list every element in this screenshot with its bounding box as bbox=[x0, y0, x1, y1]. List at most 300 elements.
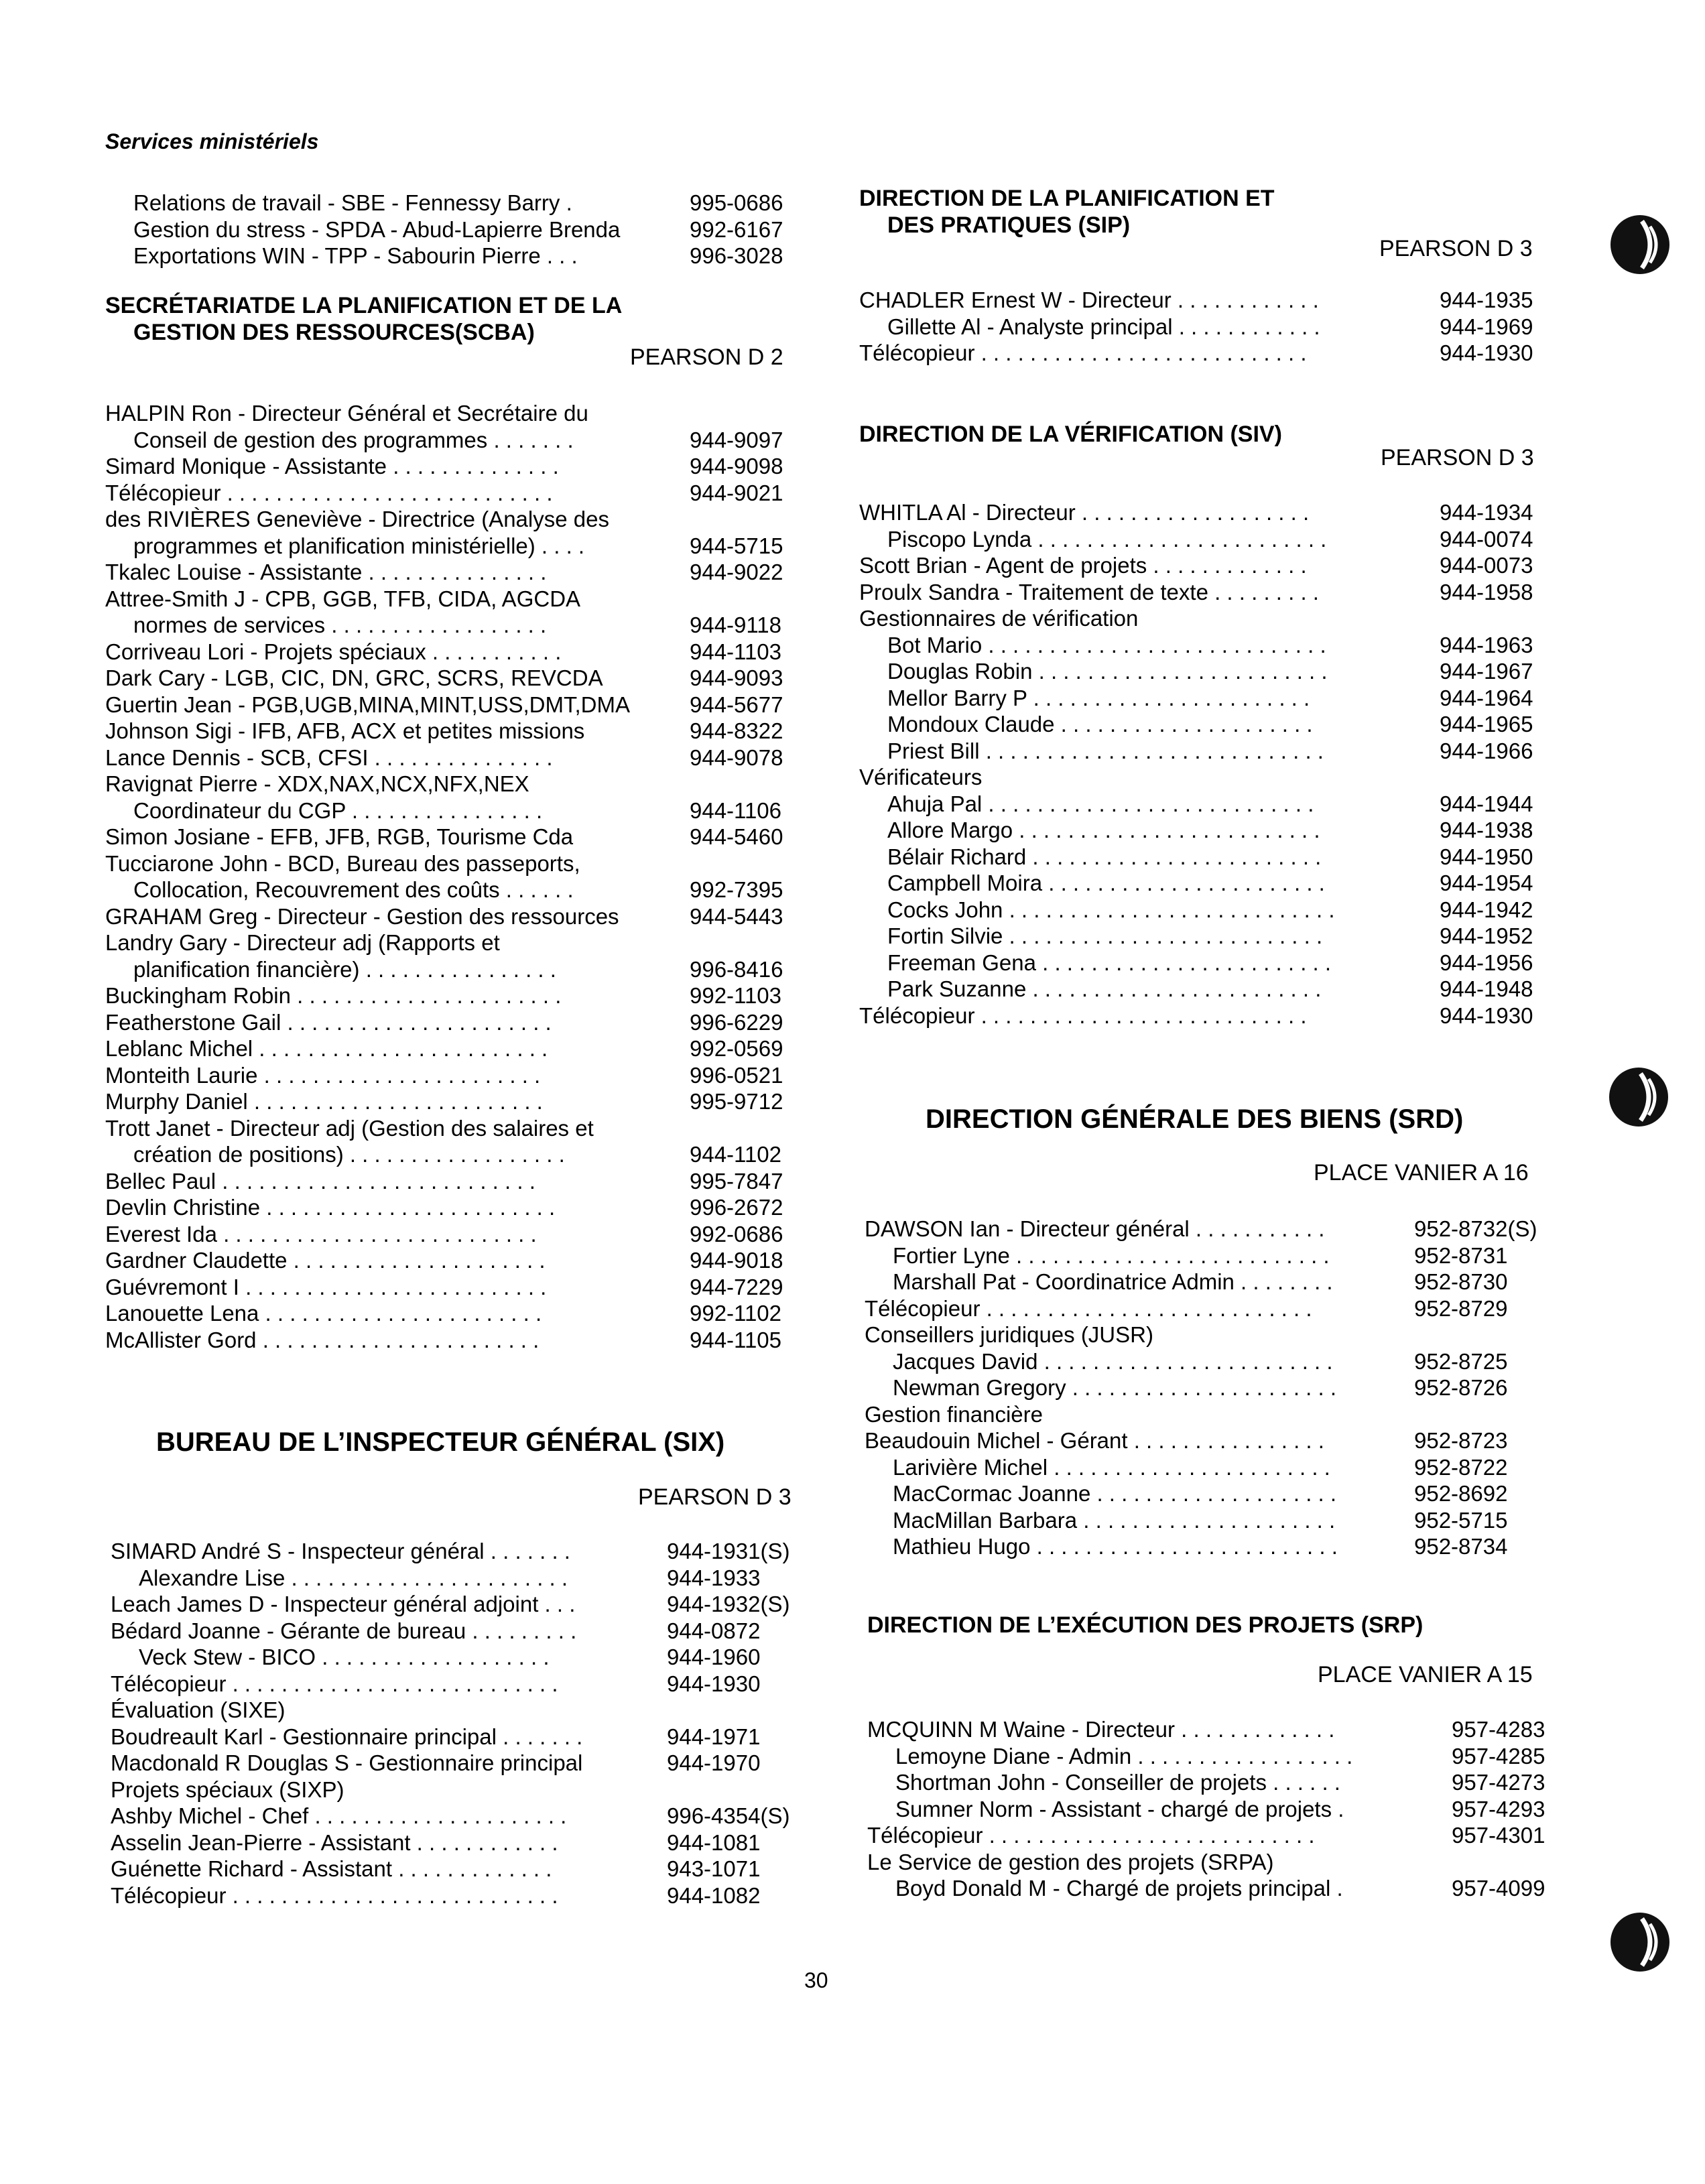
entry-name: Guénette Richard - Assistant . . . . . . . . . . . . . bbox=[111, 1856, 552, 1881]
list-item bbox=[859, 711, 1556, 738]
srp-title: DIRECTION DE L’EXÉCUTION DES PROJETS (SRP) bbox=[867, 1612, 1424, 1638]
entry-name: Priest Bill . . . . . . . . . . . . . . . . . . . . . . . . . . . . bbox=[887, 738, 1324, 763]
entry-name: MCQUINN M Waine - Directeur . . . . . . . . . . . . . bbox=[867, 1717, 1335, 1742]
entry-name: Vérificateurs bbox=[859, 765, 983, 789]
list-item bbox=[105, 1247, 796, 1274]
list-item bbox=[105, 612, 796, 639]
list-item bbox=[105, 1141, 796, 1168]
entry-phone: 944-1106 bbox=[690, 797, 782, 823]
entry-phone: 944-9021 bbox=[690, 480, 783, 505]
entry-phone: 996-8416 bbox=[690, 956, 783, 982]
entry-name: Lance Dennis - SCB, CFSI . . . . . . . . . . . . . . . bbox=[105, 745, 553, 770]
list-item bbox=[859, 817, 1556, 844]
entry-name: Gillette Al - Analyste principal . . . . . . . . . . . . bbox=[887, 314, 1320, 339]
entry-phone: 952-5715 bbox=[1414, 1507, 1508, 1533]
entry-phone: 992-1103 bbox=[690, 983, 782, 1008]
list-item bbox=[111, 1777, 801, 1803]
entry-name: Lemoyne Diane - Admin . . . . . . . . . . . . . . . . . . bbox=[895, 1743, 1353, 1769]
entry-phone: 944-0872 bbox=[667, 1618, 761, 1643]
entry-name: Marshall Pat - Coordinatrice Admin . . . . . . . . bbox=[893, 1269, 1333, 1294]
list-item bbox=[105, 639, 796, 665]
list-item bbox=[105, 982, 796, 1009]
list-item bbox=[859, 658, 1556, 685]
list-item bbox=[111, 1618, 801, 1645]
list-item bbox=[865, 1374, 1562, 1401]
list-item bbox=[105, 506, 796, 533]
entry-name: Leach James D - Inspecteur général adjoint . . . bbox=[111, 1592, 576, 1616]
entry-name: Bédard Joanne - Gérante de bureau . . . . . . . . . bbox=[111, 1618, 577, 1643]
entry-phone: 957-4283 bbox=[1452, 1717, 1545, 1742]
entry-name: planification financière) . . . . . . . . . . . . . . . . bbox=[133, 956, 556, 982]
entry-name: Featherstone Gail . . . . . . . . . . . . . . . . . . . . . . bbox=[105, 1009, 552, 1035]
entry-phone: 952-8722 bbox=[1414, 1454, 1508, 1480]
entry-name: Mondoux Claude . . . . . . . . . . . . . . . . . . . . . bbox=[887, 712, 1313, 736]
entry-name: Freeman Gena . . . . . . . . . . . . . . . . . . . . . . . . bbox=[887, 950, 1332, 975]
list-item bbox=[859, 897, 1556, 923]
entry-phone: 996-3028 bbox=[690, 243, 783, 268]
entry-phone: 944-5460 bbox=[690, 824, 783, 849]
list-item bbox=[859, 579, 1556, 606]
scba-section bbox=[105, 292, 796, 346]
list-item bbox=[105, 1115, 796, 1142]
list-item bbox=[865, 1480, 1562, 1507]
siv-title: DIRECTION DE LA VÉRIFICATION (SIV) bbox=[859, 422, 1282, 447]
entry-phone: 952-8732(S) bbox=[1414, 1216, 1537, 1241]
entry-name: Guévremont I . . . . . . . . . . . . . . . . . . . . . . . . . bbox=[105, 1274, 547, 1299]
entry-name: Exportations WIN - TPP - Sabourin Pierre . . . bbox=[133, 243, 578, 268]
entry-phone: 944-1967 bbox=[1440, 659, 1533, 684]
entry-phone: 996-0521 bbox=[690, 1062, 783, 1088]
entry-phone: 952-8725 bbox=[1414, 1348, 1508, 1374]
entry-phone: 952-8731 bbox=[1414, 1242, 1508, 1268]
list-item bbox=[105, 1009, 796, 1036]
list-item bbox=[105, 453, 796, 480]
entry-phone: 944-1970 bbox=[667, 1750, 761, 1775]
entry-phone: 944-1081 bbox=[667, 1829, 761, 1855]
entry-phone: 944-9098 bbox=[690, 454, 783, 478]
entry-name: Landry Gary - Directeur adj (Rapports et bbox=[105, 930, 500, 955]
entry-name: Dark Cary - LGB, CIC, DN, GRC, SCRS, REVCDA bbox=[105, 665, 603, 690]
list-item bbox=[865, 1507, 1562, 1534]
list-item bbox=[105, 877, 796, 903]
entry-name: Projets spéciaux (SIXP) bbox=[111, 1777, 344, 1802]
list-item bbox=[859, 552, 1556, 579]
entry-name: Collocation, Recouvrement des coûts . . . . . . bbox=[133, 877, 574, 902]
entry-name: Veck Stew - BICO . . . . . . . . . . . . . . . . . . . bbox=[139, 1645, 550, 1669]
list-item bbox=[105, 665, 796, 692]
list-item bbox=[111, 1829, 801, 1856]
entry-phone: 944-0074 bbox=[1440, 526, 1533, 552]
sip-title-line1: DIRECTION DE LA PLANIFICATION ET bbox=[859, 186, 1275, 211]
list-item bbox=[859, 738, 1556, 765]
entry-name: Bot Mario . . . . . . . . . . . . . . . . . . . . . . . . . . . . bbox=[887, 632, 1326, 657]
entry-phone: 957-4099 bbox=[1452, 1876, 1545, 1901]
entry-name: Simon Josiane - EFB, JFB, RGB, Tourisme Cda bbox=[105, 824, 574, 849]
entry-name: programmes et planification ministérielle) . . . . bbox=[133, 533, 585, 558]
list-item bbox=[105, 1300, 796, 1327]
entry-name: des RIVIÈRES Geneviève - Directrice (Analyse des bbox=[105, 507, 609, 531]
list-item bbox=[105, 956, 796, 983]
entry-name: Boudreault Karl - Gestionnaire principal . . . . . . . bbox=[111, 1724, 583, 1749]
entry-phone: 992-0686 bbox=[690, 1221, 783, 1246]
entry-name: Tkalec Louise - Assistante . . . . . . . . . . . . . . . bbox=[105, 560, 547, 584]
entry-name: Trott Janet - Directeur adj (Gestion des salaires et bbox=[105, 1115, 594, 1141]
entry-name: Beaudouin Michel - Gérant . . . . . . . . . . . . . . . . bbox=[865, 1428, 1324, 1453]
list-item bbox=[865, 1295, 1562, 1322]
list-item bbox=[865, 1427, 1562, 1454]
entry-phone: 944-1930 bbox=[667, 1671, 761, 1696]
list-item bbox=[859, 605, 1556, 632]
entry-phone: 944-1942 bbox=[1440, 897, 1533, 922]
six-location: PEARSON D 3 bbox=[638, 1484, 792, 1510]
entry-phone: 944-1960 bbox=[667, 1645, 761, 1669]
entry-phone: 944-0073 bbox=[1440, 553, 1533, 578]
scba-list bbox=[105, 400, 796, 1353]
list-item bbox=[105, 718, 796, 745]
list-item bbox=[867, 1849, 1564, 1876]
entry-name: Fortier Lyne . . . . . . . . . . . . . . . . . . . . . . . . . . bbox=[893, 1242, 1330, 1268]
entry-name: Boyd Donald M - Chargé de projets principal . bbox=[895, 1876, 1343, 1901]
entry-name: Fortin Silvie . . . . . . . . . . . . . . . . . . . . . . . . . . bbox=[887, 923, 1323, 948]
entry-phone: 944-1964 bbox=[1440, 685, 1533, 710]
punch-hole-bottom-icon bbox=[1608, 1911, 1671, 1974]
entry-phone: 992-7395 bbox=[690, 877, 783, 902]
entry-name: Bélair Richard . . . . . . . . . . . . . . . . . . . . . . . . bbox=[887, 844, 1322, 869]
entry-name: Gestion financière bbox=[865, 1401, 1043, 1427]
entry-phone: 944-1935 bbox=[1440, 287, 1533, 312]
entry-name: Alexandre Lise . . . . . . . . . . . . . . . . . . . . . . . bbox=[139, 1565, 568, 1590]
entry-name: CHADLER Ernest W - Directeur . . . . . . . . . . . . bbox=[859, 287, 1319, 312]
entry-phone: 944-1954 bbox=[1440, 871, 1533, 895]
entry-phone: 995-0686 bbox=[690, 190, 783, 215]
list-item bbox=[105, 1088, 796, 1115]
entry-phone: 952-8723 bbox=[1414, 1428, 1508, 1453]
entry-phone: 952-8729 bbox=[1414, 1295, 1508, 1321]
srp-list bbox=[867, 1716, 1564, 1902]
entry-name: Campbell Moira . . . . . . . . . . . . . . . . . . . . . . . bbox=[887, 871, 1325, 895]
list-item bbox=[111, 1856, 801, 1882]
entry-phone: 944-1103 bbox=[690, 639, 782, 664]
list-item bbox=[105, 533, 796, 560]
list-item bbox=[859, 976, 1556, 1003]
entry-phone: 957-4301 bbox=[1452, 1823, 1545, 1848]
entry-name: Lanouette Lena . . . . . . . . . . . . . . . . . . . . . . . bbox=[105, 1301, 542, 1326]
entry-name: Shortman John - Conseiller de projets . . . . . . bbox=[895, 1770, 1340, 1795]
entry-phone: 944-1102 bbox=[690, 1142, 782, 1167]
list-item bbox=[105, 797, 796, 824]
entry-name: Mathieu Hugo . . . . . . . . . . . . . . . . . . . . . . . . . bbox=[893, 1534, 1338, 1559]
list-item bbox=[105, 480, 796, 507]
list-item bbox=[105, 243, 796, 269]
entry-name: Larivière Michel . . . . . . . . . . . . . . . . . . . . . . . bbox=[893, 1454, 1330, 1480]
entry-phone: 995-7847 bbox=[690, 1168, 783, 1194]
entry-phone: 944-1938 bbox=[1440, 818, 1533, 842]
entry-phone: 944-1931(S) bbox=[667, 1539, 790, 1563]
entry-name: MacMillan Barbara . . . . . . . . . . . . . . . . . . . . . bbox=[893, 1507, 1336, 1533]
list-item bbox=[105, 1062, 796, 1089]
list-item bbox=[111, 1803, 801, 1829]
entry-name: création de positions) . . . . . . . . . . . . . . . . . . bbox=[133, 1142, 565, 1167]
list-item bbox=[111, 1697, 801, 1724]
list-item bbox=[111, 1882, 801, 1909]
entry-phone: 944-9018 bbox=[690, 1248, 783, 1273]
entry-name: Asselin Jean-Pierre - Assistant . . . . . . . . . . . . bbox=[111, 1829, 558, 1855]
entry-phone: 944-1082 bbox=[667, 1882, 761, 1908]
list-item bbox=[111, 1538, 801, 1565]
entry-name: WHITLA Al - Directeur . . . . . . . . . . . . . . . . . . . bbox=[859, 500, 1310, 525]
entry-phone: 944-1948 bbox=[1440, 976, 1533, 1001]
list-item bbox=[867, 1822, 1564, 1849]
entry-name: Corriveau Lori - Projets spéciaux . . . . . . . . . . . bbox=[105, 639, 562, 664]
entry-name: GRAHAM Greg - Directeur - Gestion des ressources bbox=[105, 903, 619, 929]
entry-name: Devlin Christine . . . . . . . . . . . . . . . . . . . . . . . . bbox=[105, 1195, 556, 1220]
entry-name: Park Suzanne . . . . . . . . . . . . . . . . . . . . . . . . bbox=[887, 976, 1322, 1001]
entry-phone: 944-9118 bbox=[690, 613, 782, 637]
entry-name: Sumner Norm - Assistant - chargé de projets . bbox=[895, 1796, 1344, 1821]
entry-phone: 944-9022 bbox=[690, 560, 783, 584]
punch-hole-top-icon bbox=[1608, 213, 1671, 276]
list-item bbox=[865, 1322, 1562, 1348]
entry-name: Gestion du stress - SPDA - Abud-Lapierre Brenda bbox=[133, 216, 621, 242]
list-item bbox=[865, 1533, 1562, 1560]
list-item bbox=[859, 685, 1556, 712]
entry-phone: 944-9097 bbox=[690, 427, 783, 452]
list-item bbox=[865, 1401, 1562, 1428]
entry-name: SIMARD André S - Inspecteur général . . . . . . . bbox=[111, 1539, 570, 1563]
entry-phone: 992-0569 bbox=[690, 1036, 783, 1061]
entry-phone: 952-8734 bbox=[1414, 1534, 1508, 1559]
entry-phone: 944-5715 bbox=[690, 533, 783, 558]
entry-phone: 944-1932(S) bbox=[667, 1592, 790, 1616]
entry-name: Cocks John . . . . . . . . . . . . . . . . . . . . . . . . . . . bbox=[887, 897, 1335, 922]
list-item bbox=[859, 844, 1556, 871]
entry-name: Ravignat Pierre - XDX,NAX,NCX,NFX,NEX bbox=[105, 771, 529, 796]
list-item bbox=[105, 929, 796, 956]
entry-phone: 944-1944 bbox=[1440, 791, 1533, 816]
entry-phone: 943-1071 bbox=[667, 1856, 761, 1881]
entry-name: Everest Ida . . . . . . . . . . . . . . . . . . . . . . . . . . bbox=[105, 1221, 537, 1246]
list-item bbox=[865, 1216, 1562, 1242]
sip-list bbox=[859, 287, 1556, 367]
entry-name: Attree-Smith J - CPB, GGB, TFB, CIDA, AGCDA bbox=[105, 586, 581, 611]
entry-name: Macdonald R Douglas S - Gestionnaire principal bbox=[111, 1750, 583, 1775]
entry-phone: 944-1966 bbox=[1440, 738, 1533, 763]
entry-name: Coordinateur du CGP . . . . . . . . . . . . . . . . bbox=[133, 797, 543, 823]
entry-phone: 952-8726 bbox=[1414, 1375, 1508, 1400]
entry-phone: 952-8730 bbox=[1414, 1269, 1508, 1294]
six-title: BUREAU DE L’INSPECTEUR GÉNÉRAL (SIX) bbox=[156, 1427, 725, 1457]
page-number: 30 bbox=[804, 1968, 828, 1992]
entry-name: Murphy Daniel . . . . . . . . . . . . . . . . . . . . . . . . bbox=[105, 1089, 543, 1114]
entry-name: Buckingham Robin . . . . . . . . . . . . . . . . . . . . . . bbox=[105, 983, 562, 1008]
entry-phone: 944-1933 bbox=[667, 1565, 761, 1590]
list-item bbox=[859, 314, 1556, 340]
list-item bbox=[105, 745, 796, 771]
entry-name: Télécopieur . . . . . . . . . . . . . . . . . . . . . . . . . . . bbox=[105, 480, 553, 505]
entry-name: Monteith Laurie . . . . . . . . . . . . . . . . . . . . . . . bbox=[105, 1062, 541, 1088]
entry-name: Piscopo Lynda . . . . . . . . . . . . . . . . . . . . . . . . bbox=[887, 526, 1327, 552]
entry-phone: 944-1971 bbox=[667, 1724, 761, 1749]
entry-phone: 995-9712 bbox=[690, 1089, 783, 1114]
entry-phone: 944-9093 bbox=[690, 665, 783, 690]
list-item bbox=[105, 216, 796, 243]
list-item bbox=[105, 1168, 796, 1195]
list-item bbox=[859, 499, 1556, 526]
list-item bbox=[105, 1194, 796, 1221]
entry-phone: 992-6167 bbox=[690, 216, 783, 242]
list-item bbox=[867, 1769, 1564, 1796]
list-item bbox=[867, 1716, 1564, 1743]
entry-name: Allore Margo . . . . . . . . . . . . . . . . . . . . . . . . . bbox=[887, 818, 1320, 842]
sip-title-line2: DES PRATIQUES (SIP) bbox=[887, 212, 1131, 238]
list-item bbox=[865, 1242, 1562, 1269]
siv-list bbox=[859, 499, 1556, 1029]
entry-name: McAllister Gord . . . . . . . . . . . . . . . . . . . . . . . bbox=[105, 1327, 540, 1352]
entry-name: Évaluation (SIXE) bbox=[111, 1697, 286, 1722]
list-item bbox=[105, 1221, 796, 1248]
list-item bbox=[111, 1591, 801, 1618]
list-item bbox=[105, 1327, 796, 1354]
list-item bbox=[865, 1348, 1562, 1375]
scba-title-line1: SECRÉTARIATDE LA PLANIFICATION ET DE LA bbox=[105, 293, 623, 318]
entry-phone: 957-4273 bbox=[1452, 1770, 1545, 1795]
list-item bbox=[867, 1796, 1564, 1823]
siv-location: PEARSON D 3 bbox=[1381, 445, 1534, 470]
list-item bbox=[105, 586, 796, 613]
entry-name: Jacques David . . . . . . . . . . . . . . . . . . . . . . . . bbox=[893, 1348, 1333, 1374]
list-item bbox=[105, 692, 796, 718]
entry-phone: 944-1934 bbox=[1440, 500, 1533, 525]
entry-name: Scott Brian - Agent de projets . . . . . . . . . . . . . bbox=[859, 553, 1307, 578]
list-item bbox=[859, 526, 1556, 553]
list-item bbox=[111, 1671, 801, 1697]
entry-name: normes de services . . . . . . . . . . . . . . . . . . bbox=[133, 613, 547, 637]
entry-name: Ahuja Pal . . . . . . . . . . . . . . . . . . . . . . . . . . . bbox=[887, 791, 1314, 816]
entry-phone: 944-1930 bbox=[1440, 340, 1533, 365]
list-item bbox=[105, 559, 796, 586]
list-item bbox=[111, 1750, 801, 1777]
list-item bbox=[859, 287, 1556, 314]
list-item bbox=[859, 950, 1556, 976]
entry-phone: 996-4354(S) bbox=[667, 1803, 790, 1828]
entry-phone: 944-1956 bbox=[1440, 950, 1533, 975]
entry-name: Gestionnaires de vérification bbox=[859, 606, 1139, 631]
entry-name: Télécopieur . . . . . . . . . . . . . . . . . . . . . . . . . . . bbox=[111, 1671, 558, 1696]
entry-name: Conseillers juridiques (JUSR) bbox=[865, 1322, 1153, 1347]
entry-phone: 992-1102 bbox=[690, 1301, 782, 1326]
list-item bbox=[105, 824, 796, 850]
scba-location: PEARSON D 2 bbox=[630, 344, 783, 370]
entry-phone: 944-1930 bbox=[1440, 1003, 1533, 1028]
entry-name: Mellor Barry P . . . . . . . . . . . . . . . . . . . . . . . bbox=[887, 685, 1310, 710]
six-list bbox=[111, 1538, 801, 1909]
list-item bbox=[867, 1875, 1564, 1902]
list-item bbox=[859, 791, 1556, 818]
list-item bbox=[105, 850, 796, 877]
list-item bbox=[859, 632, 1556, 659]
entry-name: Douglas Robin . . . . . . . . . . . . . . . . . . . . . . . . bbox=[887, 659, 1328, 684]
list-item bbox=[111, 1565, 801, 1592]
left-top-list bbox=[105, 190, 796, 269]
list-item bbox=[859, 340, 1556, 367]
srp-location: PLACE VANIER A 15 bbox=[1318, 1662, 1533, 1687]
list-item bbox=[105, 190, 796, 216]
entry-name: Leblanc Michel . . . . . . . . . . . . . . . . . . . . . . . . bbox=[105, 1036, 548, 1061]
sip-section bbox=[859, 185, 1556, 239]
entry-phone: 944-5677 bbox=[690, 692, 783, 717]
entry-name: Tucciarone John - BCD, Bureau des passeports, bbox=[105, 850, 580, 876]
entry-name: Gardner Claudette . . . . . . . . . . . . . . . . . . . . . bbox=[105, 1248, 546, 1273]
entry-name: Proulx Sandra - Traitement de texte . . . . . . . . . bbox=[859, 579, 1319, 604]
entry-phone: 944-5443 bbox=[690, 903, 783, 929]
list-item bbox=[111, 1724, 801, 1750]
entry-phone: 944-1105 bbox=[690, 1327, 782, 1352]
entry-phone: 944-1950 bbox=[1440, 844, 1533, 869]
entry-name: Bellec Paul . . . . . . . . . . . . . . . . . . . . . . . . . . bbox=[105, 1168, 535, 1194]
sip-location: PEARSON D 3 bbox=[1379, 236, 1533, 261]
entry-phone: 957-4293 bbox=[1452, 1796, 1545, 1821]
list-item bbox=[867, 1743, 1564, 1770]
srd-title: DIRECTION GÉNÉRALE DES BIENS (SRD) bbox=[926, 1104, 1464, 1134]
entry-name: Télécopieur . . . . . . . . . . . . . . . . . . . . . . . . . . . bbox=[111, 1882, 558, 1908]
entry-phone: 944-1958 bbox=[1440, 579, 1533, 604]
entry-phone: 944-8322 bbox=[690, 718, 783, 743]
entry-name: Télécopieur . . . . . . . . . . . . . . . . . . . . . . . . . . . bbox=[859, 340, 1307, 365]
entry-name: Guertin Jean - PGB,UGB,MINA,MINT,USS,DMT,DMA bbox=[105, 692, 630, 717]
entry-name: HALPIN Ron - Directeur Général et Secrétaire du bbox=[105, 401, 588, 426]
entry-phone: 944-7229 bbox=[690, 1274, 783, 1299]
list-item bbox=[865, 1269, 1562, 1295]
entry-phone: 944-9078 bbox=[690, 745, 783, 770]
entry-name: Le Service de gestion des projets (SRPA) bbox=[867, 1849, 1274, 1874]
entry-phone: 944-1952 bbox=[1440, 923, 1533, 948]
entry-name: Ashby Michel - Chef . . . . . . . . . . . . . . . . . . . . . bbox=[111, 1803, 567, 1828]
entry-name: DAWSON Ian - Directeur général . . . . . . . . . . . bbox=[865, 1216, 1325, 1241]
entry-name: Johnson Sigi - IFB, AFB, ACX et petites missions bbox=[105, 718, 585, 743]
list-item bbox=[859, 923, 1556, 950]
entry-phone: 944-1969 bbox=[1440, 314, 1533, 339]
list-item bbox=[859, 870, 1556, 897]
entry-name: Télécopieur . . . . . . . . . . . . . . . . . . . . . . . . . . . bbox=[867, 1823, 1315, 1848]
entry-name: Relations de travail - SBE - Fennessy Barry . bbox=[133, 190, 572, 215]
list-item bbox=[111, 1644, 801, 1671]
list-item bbox=[105, 1274, 796, 1301]
entry-phone: 957-4285 bbox=[1452, 1743, 1545, 1769]
list-item bbox=[105, 771, 796, 797]
entry-name: Simard Monique - Assistante . . . . . . . . . . . . . . bbox=[105, 454, 559, 478]
list-item bbox=[105, 1035, 796, 1062]
srd-list bbox=[865, 1216, 1562, 1560]
entry-phone: 996-2672 bbox=[690, 1195, 783, 1220]
entry-phone: 944-1963 bbox=[1440, 632, 1533, 657]
entry-phone: 952-8692 bbox=[1414, 1481, 1508, 1506]
list-item bbox=[105, 427, 796, 454]
entry-name: Newman Gregory . . . . . . . . . . . . . . . . . . . . . . bbox=[893, 1375, 1336, 1400]
entry-phone: 944-1965 bbox=[1440, 712, 1533, 736]
list-item bbox=[105, 400, 796, 427]
list-item bbox=[859, 764, 1556, 791]
entry-name: Télécopieur . . . . . . . . . . . . . . . . . . . . . . . . . . . bbox=[859, 1003, 1307, 1028]
srd-location: PLACE VANIER A 16 bbox=[1314, 1160, 1529, 1185]
entry-phone: 996-6229 bbox=[690, 1009, 783, 1035]
entry-name: MacCormac Joanne . . . . . . . . . . . . . . . . . . . . bbox=[893, 1481, 1337, 1506]
list-item bbox=[105, 903, 796, 930]
scba-title-line2: GESTION DES RESSOURCES(SCBA) bbox=[133, 320, 535, 345]
punch-hole-middle-icon bbox=[1607, 1066, 1670, 1129]
entry-name: Conseil de gestion des programmes . . . . . . . bbox=[133, 427, 574, 452]
list-item bbox=[865, 1454, 1562, 1481]
section-title: Services ministériels bbox=[105, 129, 319, 153]
